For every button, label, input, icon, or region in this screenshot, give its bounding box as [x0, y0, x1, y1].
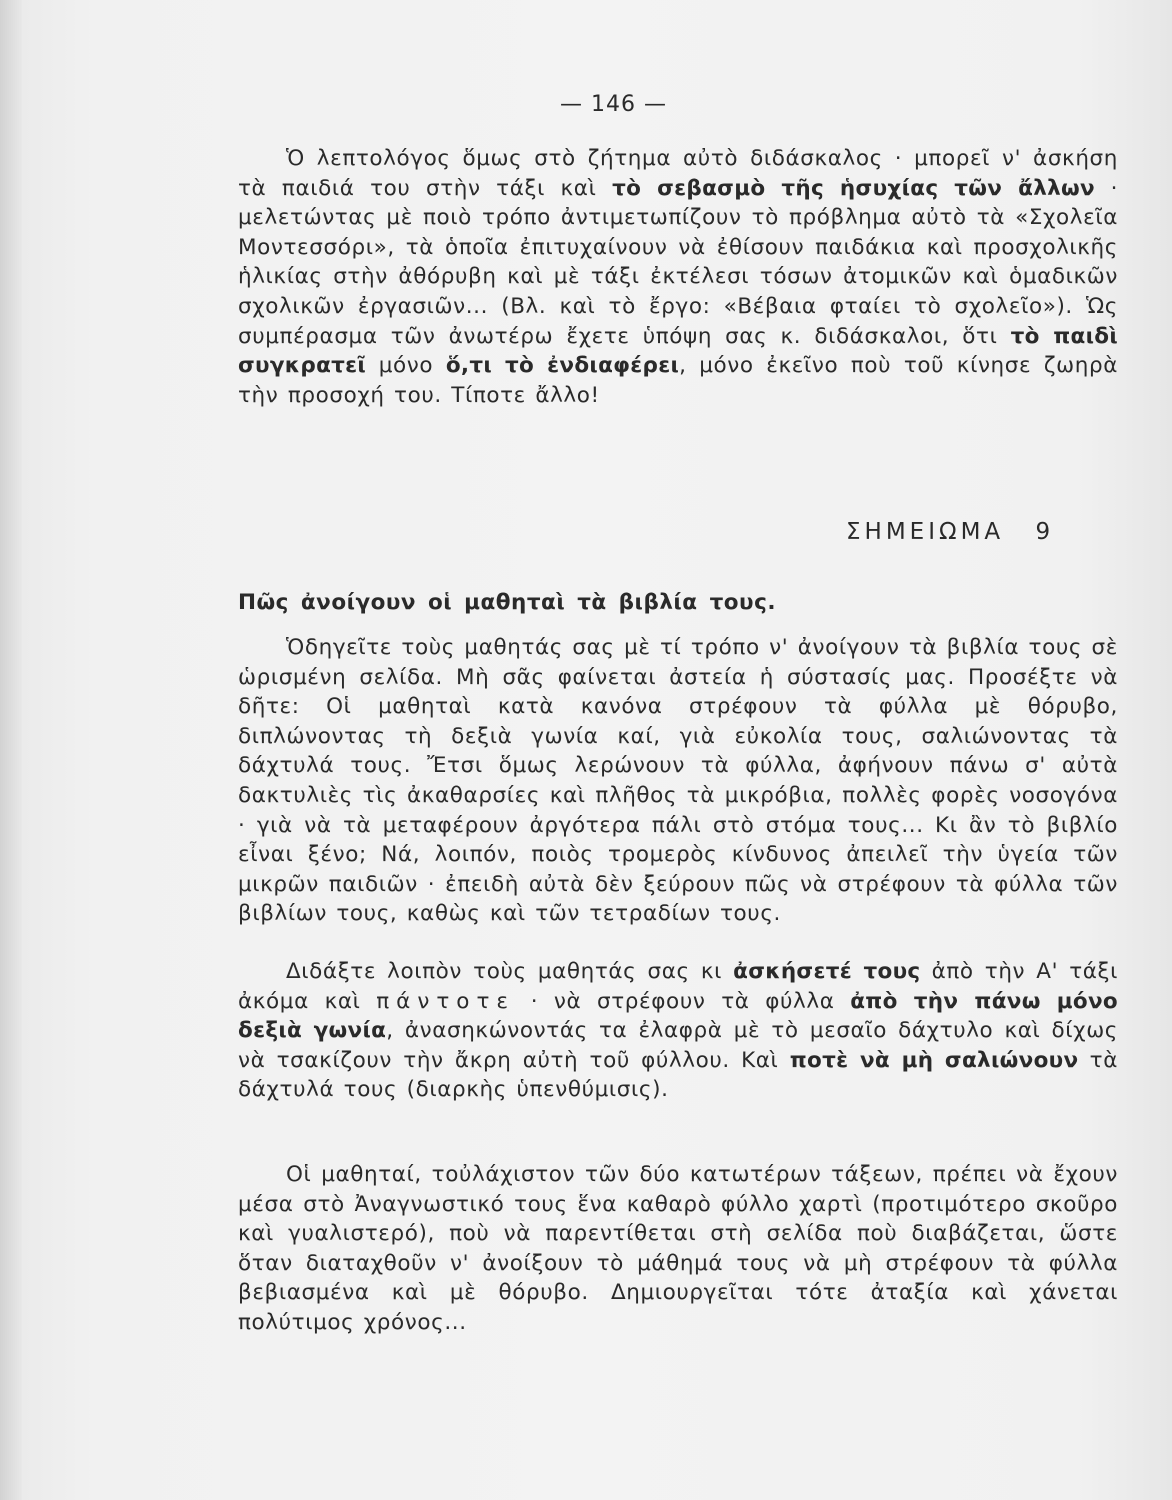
paragraph-opening-books — [238, 633, 1118, 929]
bold-phrase: ὅ,τι τὸ ἐνδιαφέρει — [445, 353, 680, 379]
bold-phrase: ποτὲ νὰ μὴ σαλιώνουν — [789, 1047, 1079, 1073]
paragraph-montessori — [238, 144, 1118, 410]
bold-phrase: ἀπὸ τὴν πάνω μόνο δεξιὰ γωνία — [238, 988, 1118, 1044]
section-heading: ΣΗΜΕΙΩΜΑ 9 — [846, 519, 1055, 545]
page-edge-shadow — [0, 0, 22, 1500]
text-segment: Οἱ μαθηταί, τοὐλάχιστον τῶν δύο κατωτέρων τάξεων, πρέπει νὰ ἔχουν μέσα στὸ Ἀναγνωστικό τους ἕνα καθαρὸ φύλλο χαρτὶ (προτιμότερο σκοῦρο καὶ γυαλιστερό), ποὺ νὰ παρεντίθεται στὴ σελίδα ποὺ διαβάζεται, ὥστε ὅταν διαταχθοῦν ν' ἀνοίξουν τὸ μάθημά τους νὰ μὴ στρέφουν τὰ φύλλα βεβιασμένα καὶ μὲ θόρυβο. Δημιουργεῖται τότε ἀταξία καὶ χάνεται πολύτιμος χρόνος... — [238, 1162, 1118, 1335]
text-segment: Ὁ λεπτολόγος ὅμως στὸ ζήτημα αὐτὸ διδάσκαλος · μπορεῖ ν' ἀσκήση τὰ παιδιά του στὴν τάξι καὶ — [238, 146, 1118, 201]
text-segment: · μελετώντας μὲ ποιὸ τρόπο ἀντιμετωπίζουν τὸ πρόβλημα αὐτὸ τὰ «Σχολεῖα Μοντεσσόρι», τὰ ὁποῖα ἐπιτυχαίνουν νὰ ἐθίσουν παιδάκια καὶ προσχολικῆς ἡλικίας στὴν ἀθόρυβη καὶ μὲ τάξι ἐκτέλεσι τόσων ἀτομικῶν καὶ ὁμαδικῶν σχολικῶν ἐργασιῶν... (Βλ. καὶ τὸ ἔργο: «Βέβαια φταίει τὸ σχολεῖο»). Ὡς συμπέρασμα τῶν ἀνωτέρω ἔχετε ὑπόψη σας κ. διδάσκαλοι, ὅτι — [238, 175, 1119, 349]
subheading: Πῶς ἀνοίγουν οἱ μαθηταὶ τὰ βιβλία τους. — [238, 590, 776, 615]
text-segment: , μόνο ἐκεῖνο ποὺ τοῦ κίνησε ζωηρὰ τὴν προσοχή του. Τίποτε ἄλλο! — [238, 353, 1119, 408]
paragraph-teaching — [238, 957, 1118, 1105]
text-segment: Διδάξτε λοιπὸν τοὺς μαθητάς σας κι — [286, 959, 723, 984]
spaced-word: πάντοτε — [376, 988, 516, 1014]
bold-phrase: τὸ σεβασμὸ τῆς ἡσυχίας τῶν ἄλλων — [612, 175, 1095, 201]
paragraph-paper-sheet — [238, 1160, 1118, 1338]
text-segment: Ὁδηγεῖτε τοὺς μαθητάς σας μὲ τί τρόπο ν' ἀνοίγουν τὰ βιβλία τους σὲ ὡρισμένη σελίδα. Μὴ σᾶς φαίνεται ἀστεία ἡ σύστασίς μας. Προσέξτε νὰ δῆτε: Οἱ μαθηταὶ κατὰ κανόνα στρέφουν τὰ φύλλα μὲ θόρυβο, διπλώνοντας τὴ δεξιὰ γωνία καί, γιὰ εὐκολία τους, σαλιώνοντας τὰ δάχτυλά τους. Ἔτσι ὅμως λερώνουν τὰ φύλλα, ἀφήνουν πάνω σ' αὐτὰ δακτυλιὲς τὶς ἀκαθαρσίες καὶ πλῆθος τὰ μικρόβια, πολλὲς φορὲς νοσογόνα · γιὰ νὰ τὰ μεταφέρουν ἀργότερα πάλι στὸ στόμα τους... Κι ἂν τὸ βιβλίο εἶναι ξένο; Νά, λοιπόν, ποιὸς τρομερὸς κίνδυνος ἀπειλεῖ τὴν ὑγεία τῶν μικρῶν παιδιῶν · ἐπειδὴ αὐτὰ δὲν ξεύρουν πῶς νὰ στρέφουν τὰ φύλλα τῶν βιβλίων τους, καθὼς καὶ τῶν τετραδίων τους. — [238, 635, 1118, 927]
text-segment: · νὰ στρέφουν τὰ φύλλα — [530, 988, 835, 1014]
page-number: — 146 — — [560, 92, 667, 117]
bold-phrase: τὸ παιδὶ συγκρατεῖ — [238, 323, 1118, 379]
text-segment: , ἀνασηκώνοντάς τα ἐλαφρὰ μὲ τὸ μεσαῖο δάχτυλο καὶ δίχως νὰ τσακίζουν τὴν ἄκρη αὐτὴ τοῦ φύλλου. Καὶ — [238, 1018, 1119, 1073]
text-segment: ἀπὸ τὴν Α' τάξι ἀκόμα καὶ — [238, 959, 1118, 1014]
text-segment: τὰ δάχτυλά τους (διαρκὴς ὑπενθύμισις). — [238, 1047, 1118, 1103]
text-segment: μόνο — [378, 353, 434, 379]
bold-phrase: ἀσκήσετέ τους — [733, 959, 921, 984]
